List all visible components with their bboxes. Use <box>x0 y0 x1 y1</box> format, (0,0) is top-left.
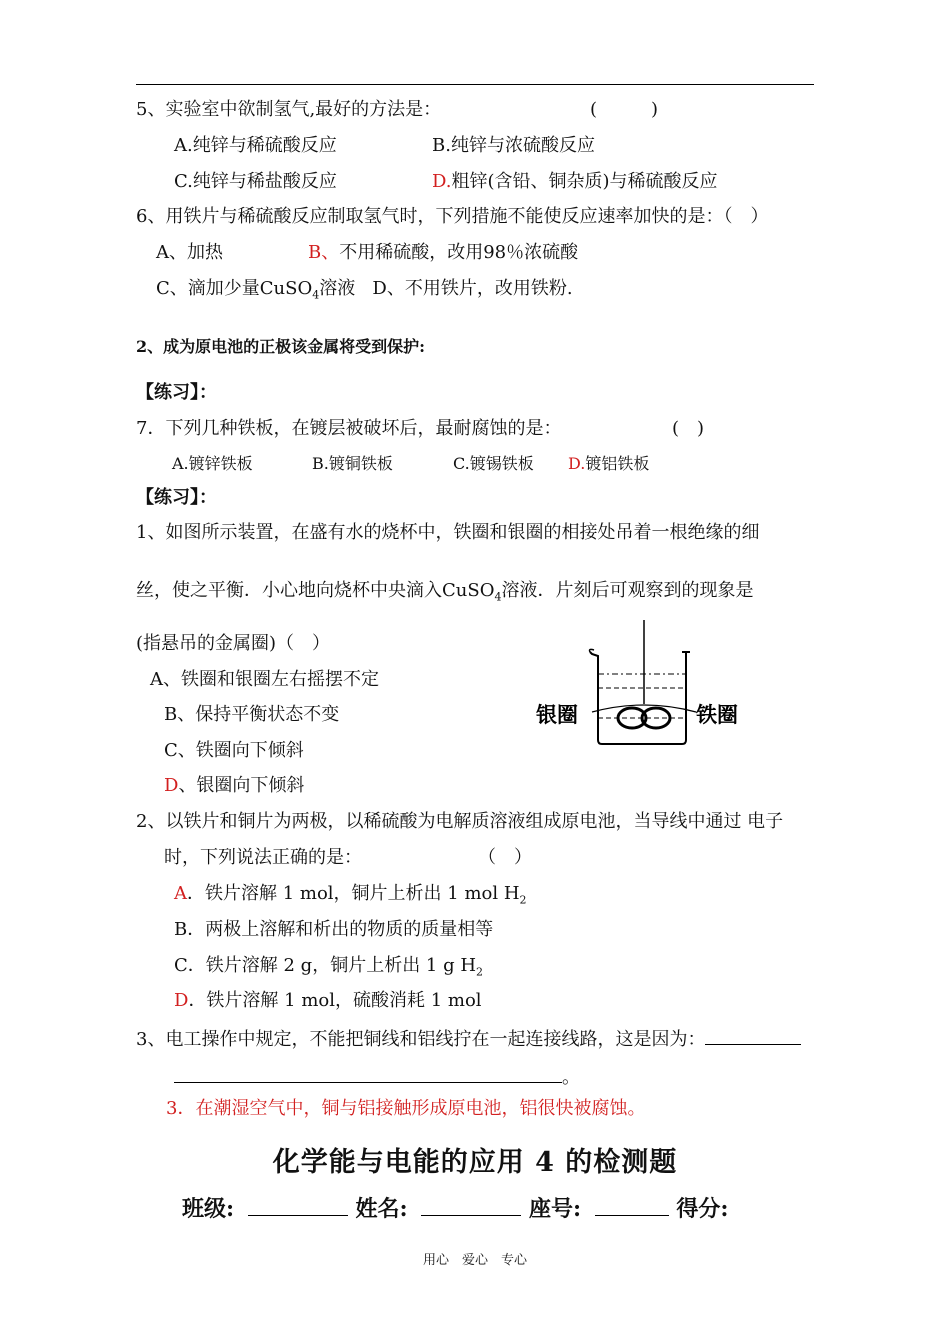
p2-line1: 2、以铁片和铜片为两极，以稀硫酸为电解质溶液组成原电池，当导线中通过 电子 <box>136 811 784 832</box>
p3-line1: 3、电工操作中规定，不能把铜线和铝线拧在一起连接线路，这是因为： <box>136 1026 801 1051</box>
q7-option-a: A.镀锌铁板 <box>172 454 253 473</box>
q7-option-c: C.镀锡铁板 <box>453 454 534 473</box>
q7-answer-paren: ( ) <box>672 418 705 439</box>
page-footer: 用心 爱心 专心 <box>422 1253 527 1268</box>
p1-line1: 1、如图所示装置，在盛有水的烧杯中，铁圈和银圈的相接处吊着一根绝缘的细 <box>136 522 760 543</box>
p2-option-a: A．铁片溶解 1 mol，铜片上析出 1 mol $H_2$ <box>174 883 527 907</box>
p1-option-c: C、铁圈向下倾斜 <box>164 740 304 761</box>
p1-line3: (指悬吊的金属圈)（ ） <box>136 633 331 654</box>
q7-option-d: D.镀铝铁板 <box>568 454 650 473</box>
p2-line2: 时，下列说法正确的是： <box>164 847 362 868</box>
q5-option-a: A.纯锌与稀硫酸反应 <box>174 135 337 156</box>
q5-option-b: B.纯锌与浓硫酸反应 <box>432 135 595 156</box>
beaker-diagram <box>536 618 750 748</box>
student-info-line <box>182 1192 729 1223</box>
q5-option-c: C.纯锌与稀盐酸反应 <box>174 171 337 192</box>
beaker <box>590 652 686 744</box>
p3-answer: 3．在潮湿空气中，铜与铝接触形成原电池，铝很快被腐蚀。 <box>166 1098 646 1119</box>
page-title: 化学能与电能的应用 4 的检测题 <box>272 1147 678 1178</box>
p2-option-c: C．铁片溶解 2 g，铜片上析出 1 g $H_2$ <box>174 955 484 979</box>
class-field[interactable] <box>248 1193 348 1216</box>
p1-option-b: B、保持平衡状态不变 <box>164 704 340 725</box>
seat-field[interactable] <box>595 1193 669 1216</box>
q6-options-cd: C、滴加少量CuSO$_4$溶液 D、不用铁片，改用铁粉. <box>156 278 573 302</box>
name-field[interactable] <box>421 1193 521 1216</box>
p1-line2: 丝，使之平衡．小心地向烧杯中央滴入CuSO$_4$溶液．片刻后可观察到的现象是 <box>136 580 754 604</box>
p3-line2: 。 <box>174 1064 580 1089</box>
silver-ring-label: 银圈 <box>536 703 578 727</box>
practice-heading-1: 【练习】： <box>136 382 217 403</box>
seat-label: 座号: <box>528 1196 582 1222</box>
name-label: 姓名: <box>355 1196 408 1222</box>
score-label: 得分: <box>676 1196 729 1222</box>
q5-stem: 5、实验室中欲制氢气,最好的方法是： <box>136 99 442 120</box>
class-label: 班级: <box>182 1196 235 1222</box>
header-rule <box>136 84 814 85</box>
q7-option-b: B.镀铜铁板 <box>312 454 393 473</box>
q6-option-a: A、加热 <box>156 242 223 263</box>
q6-stem: 6、用铁片与稀硫酸反应制取氢气时，下列措施不能使反应速率加快的是：（ ） <box>136 206 769 227</box>
p1-option-a: A、铁圈和银圈左右摇摆不定 <box>150 669 379 690</box>
iron-ring-label: 铁圈 <box>696 703 738 727</box>
p2-option-b: B．两极上溶解和析出的物质的质量相等 <box>174 919 494 940</box>
q7-stem: 7．下列几种铁板，在镀层被破坏后，最耐腐蚀的是： <box>136 418 562 439</box>
p2-option-d: D．铁片溶解 1 mol，硫酸消耗 1 mol <box>174 990 482 1011</box>
section-heading: 2、成为原电池的正极该金属将受到保护: <box>136 337 426 356</box>
q5-answer-paren: ( ) <box>590 99 659 120</box>
practice-heading-2: 【练习】： <box>136 487 217 508</box>
q5-option-d: D.粗锌(含铅、铜杂质)与稀硫酸反应 <box>432 171 718 192</box>
q6-option-b: B、不用稀硫酸，改用98％浓硫酸 <box>308 242 579 263</box>
p2-answer-paren: （ ） <box>478 847 532 868</box>
answer-blank[interactable] <box>705 1026 801 1045</box>
answer-blank-2[interactable] <box>174 1064 562 1083</box>
p1-option-d: D、银圈向下倾斜 <box>164 775 305 796</box>
